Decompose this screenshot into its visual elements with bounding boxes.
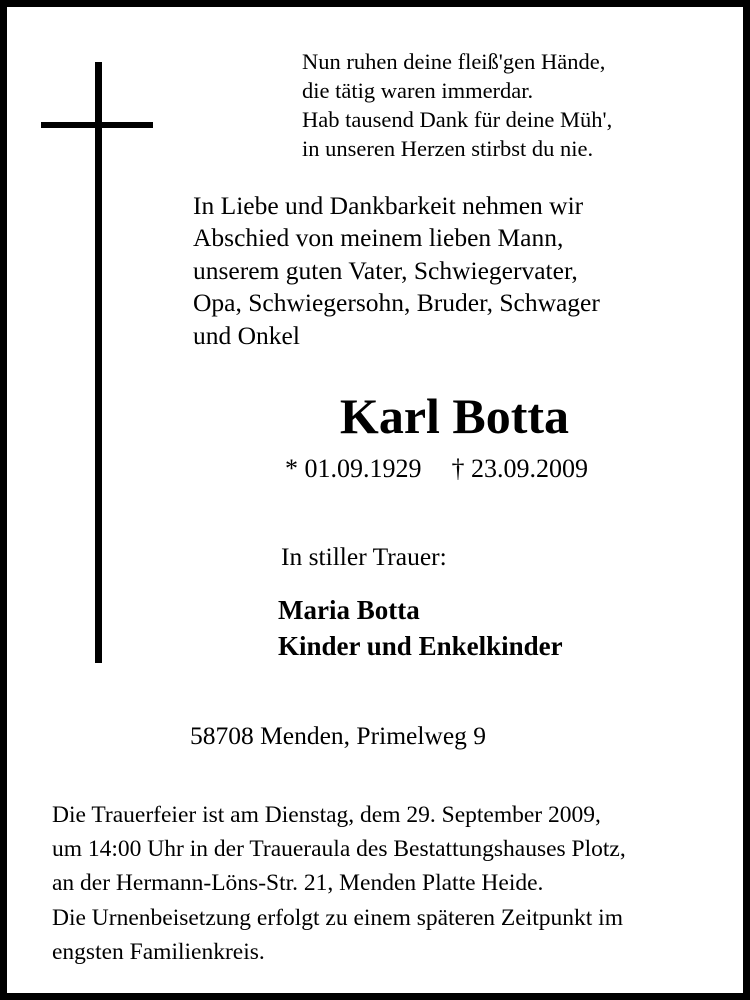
service-line: an der Hermann-Löns-Str. 21, Menden Platte Heide. [52, 870, 544, 897]
service-line: Die Urnenbeisetzung erfolgt zu einem späteren Zeitpunkt im [52, 904, 623, 931]
mourner-name: Maria Botta [278, 595, 420, 625]
poem-line: Hab tausend Dank für deine Müh', [302, 107, 613, 132]
intro-text [193, 190, 600, 352]
service-info [52, 798, 626, 969]
death-date: † 23.09.2009 [451, 454, 588, 483]
service-line: Die Trauerfeier ist am Dienstag, dem 29. September 2009, [52, 802, 601, 828]
intro-line: In Liebe und Dankbarkeit nehmen wir [193, 191, 584, 220]
poem-line: in unseren Herzen stirbst du nie. [302, 136, 594, 161]
cross-icon-crossbar [41, 122, 153, 128]
mourners-label: In stiller Trauer: [281, 542, 447, 571]
service-line: engsten Familienkreis. [52, 938, 265, 965]
poem-line: die tätig waren immerdar. [302, 78, 534, 103]
life-dates [285, 453, 588, 485]
intro-line: Opa, Schwiegersohn, Bruder, Schwager [193, 288, 600, 318]
mourner-name: Kinder und Enkelkinder [278, 631, 563, 661]
address: 58708 Menden, Primelweg 9 [190, 721, 487, 750]
mourners-names [278, 592, 563, 664]
intro-line: Abschied von meinem lieben Mann, [193, 223, 564, 253]
cross-icon [95, 62, 102, 663]
intro-line: und Onkel [193, 320, 300, 350]
deceased-name: Karl Botta [339, 388, 570, 444]
poem-line: Nun ruhen deine fleiß'gen Hände, [302, 49, 606, 74]
service-line: um 14:00 Uhr in der Traueraula des Bestattungshauses Plotz, [52, 836, 626, 863]
birth-date: * 01.09.1929 [285, 454, 422, 483]
intro-line: unserem guten Vater, Schwiegervater, [193, 255, 578, 285]
poem [302, 47, 612, 163]
